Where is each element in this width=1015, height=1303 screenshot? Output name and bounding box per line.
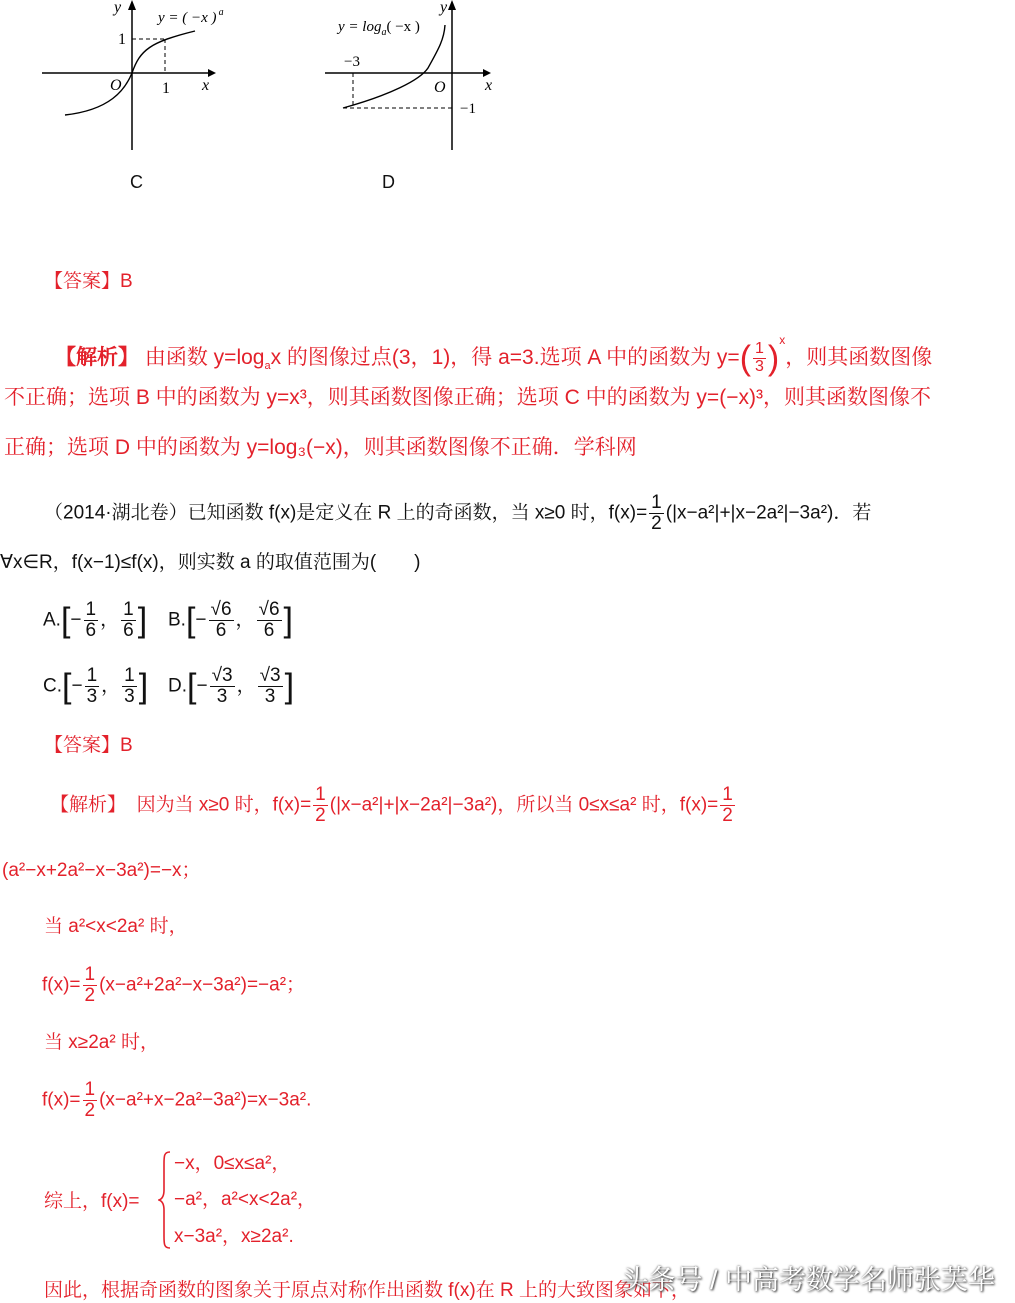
- watermark: 头条号 / 中高考数学名师张芙华: [621, 1265, 995, 1295]
- analysis-2-line-5: 当 x≥2a² 时，: [44, 1032, 159, 1053]
- option-a[interactable]: A.[− $\frac{1}{6}$ ， $\frac{1}{6}$ ]: [43, 599, 148, 641]
- tick-x: −3: [344, 54, 360, 70]
- graph-d: [320, 0, 500, 160]
- analysis-1-line-2: 不正确；选项 B 中的函数为 y=x³，则其函数图像正确；选项 C 中的函数为 y=(−x)³，则其函数图像不: [4, 386, 931, 409]
- tick-y: 1: [118, 31, 126, 48]
- analysis-1-line-3: 正确；选项 D 中的函数为 y=log₃(−x)，则其函数图像不正确．学科网: [4, 436, 637, 459]
- tick-y: −1: [460, 101, 476, 117]
- graph-c-exponent: a: [218, 7, 224, 18]
- answer-1: 【答案】B: [44, 271, 133, 292]
- graph-d-function: $y = \log_a( -x$ ): [338, 19, 420, 38]
- piecewise-brace: [158, 1150, 172, 1250]
- figure-c-label: C: [130, 172, 143, 192]
- problem-line-2: ∀x∈R，f(x−1)≤f(x)，则实数 a 的取值范围为( ): [0, 552, 421, 573]
- analysis-2-line-4: f(x)= $\frac{1}{2}$ (x−a²+2a²−x−3a²)=−a²；: [42, 964, 306, 1006]
- x-axis-label: x: [202, 77, 210, 94]
- x-axis-label: x: [485, 77, 493, 94]
- summary-label: 综上，f(x)=: [44, 1191, 140, 1212]
- problem-line-1: （2014·湖北卷）已知函数 f(x)是定义在 R 上的奇函数，当 x≥0 时，f(x)= $\frac{1}{2}$ (|x−a²|+|x−2a²|−3a²)．若: [44, 492, 872, 534]
- option-c[interactable]: C.[− $\frac{1}{3}$ ， $\frac{1}{3}$ ]: [43, 665, 149, 707]
- tick-x: 1: [162, 80, 170, 97]
- figure-d-label: D: [382, 172, 395, 192]
- graph-c-function: y = ( −x ) $^a$: [158, 7, 224, 26]
- option-b[interactable]: B.[− $\frac{√6}{6}$ ， $\frac{√6}{6}$ ]: [168, 599, 293, 641]
- analysis-2-line-3: 当 a²<x<2a² 时，: [44, 916, 188, 937]
- y-axis-label: y: [440, 0, 448, 16]
- option-d[interactable]: D.[− $\frac{√3}{3}$ ， $\frac{√3}{3}$ ]: [168, 665, 295, 707]
- analysis-2-line-6: f(x)= $\frac{1}{2}$ (x−a²+x−2a²−3a²)=x−3a².: [42, 1079, 312, 1121]
- analysis-1-line-1: 【解析】 由函数 $y=\log_ax$ 的图像过点(3，1)，得 a=3.选项 A 中的函数为 y=( $\frac{1}{3}$ )$^x$，则其函数图像: [55, 333, 933, 378]
- answer-2: 【答案】B: [44, 735, 133, 756]
- analysis-2-line-2: (a²−x+2a²−x−3a²)=−x；: [2, 860, 201, 881]
- y-axis-label: y: [114, 0, 122, 16]
- analysis-2-line-8: 因此，根据奇函数的图象关于原点对称作出函数 f(x)在 R 上的大致图象如下，: [44, 1280, 690, 1301]
- analysis-2-line-1: 【解析】 因为当 x≥0 时，f(x)= $\frac{1}{2}$ (|x−a²|+|x−2a²|−3a²)，所以当 0≤x≤a² 时，f(x)= $\frac{1}{2}$: [50, 784, 733, 826]
- case-1: −x，0≤x≤a²，: [174, 1153, 291, 1174]
- origin-label: O: [434, 79, 446, 96]
- origin-label: O: [110, 77, 122, 94]
- case-3: x−3a²，x≥2a².: [174, 1226, 294, 1247]
- graph-c: [30, 0, 250, 160]
- case-2: −a²，a²<x<2a²，: [174, 1189, 317, 1210]
